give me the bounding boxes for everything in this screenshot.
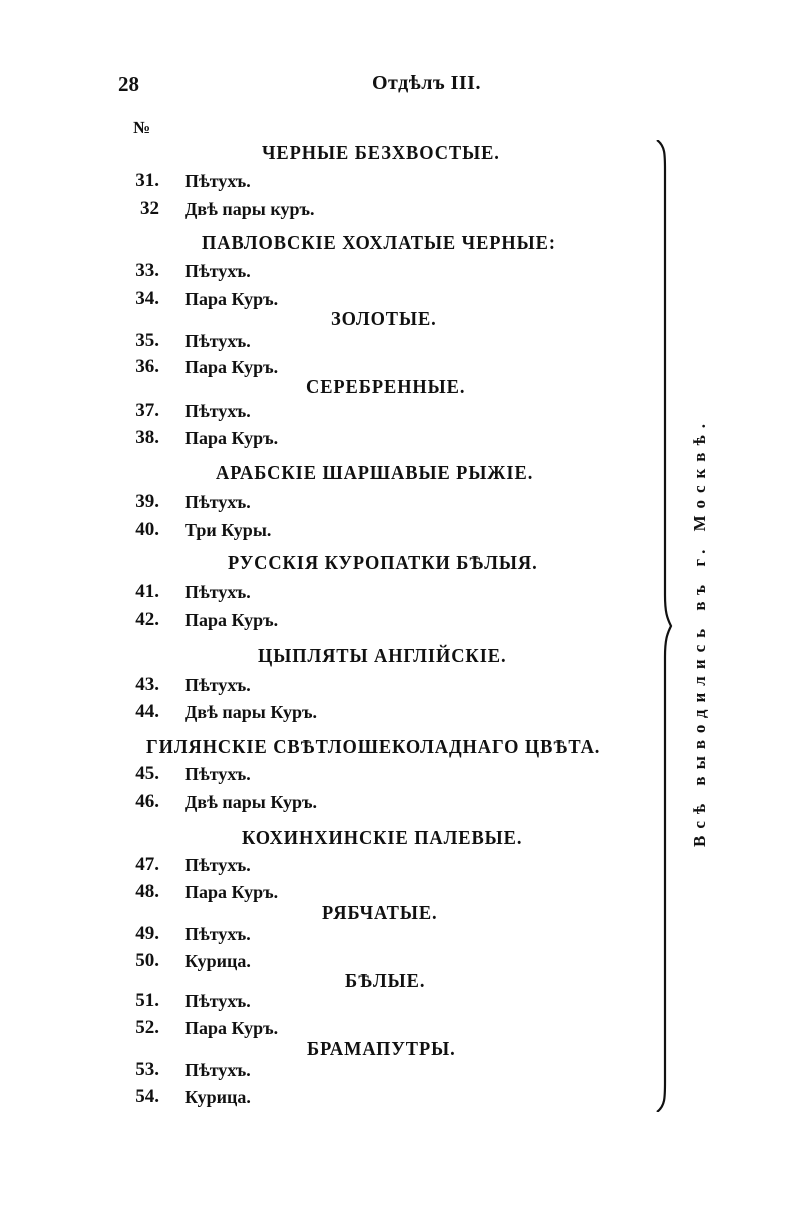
section-title-cochin-buff: КОХИНХИНСКІЕ ПАЛЕВЫЕ. xyxy=(242,827,523,849)
entry-number: 36. xyxy=(135,356,159,377)
entry-text: Двѣ пары Куръ. xyxy=(185,702,317,722)
entry-number: 37. xyxy=(135,400,159,421)
section-title-black-tailless: ЧЕРНЫЕ БЕЗХВОСТЫЕ. xyxy=(262,142,500,164)
entry-number: 38. xyxy=(135,427,159,448)
entry-number: 53. xyxy=(135,1059,159,1080)
entry-text: Пара Куръ. xyxy=(185,289,279,309)
section-title-white: БѢЛЫЕ. xyxy=(345,970,426,992)
entry-text: Двѣ пары куръ. xyxy=(185,199,315,219)
entry-number: 43. xyxy=(135,674,159,695)
page-number: 28 xyxy=(118,72,139,96)
entry-number: 41. xyxy=(135,581,159,602)
entry-text: Пѣтухъ. xyxy=(185,171,251,191)
section-title-gilan-light-chocolate: ГИЛЯНСКІЕ СВѢТЛОШЕКОЛАДНАГО ЦВѢТА. xyxy=(146,736,601,758)
entry-text: Пара Куръ. xyxy=(185,1018,279,1038)
entry-text: Пѣтухъ. xyxy=(185,675,251,695)
entry-text: Пѣтухъ. xyxy=(185,855,251,875)
entry-text: Пѣтухъ. xyxy=(185,492,251,512)
side-note-vertical: Всѣ выводились въ г. Москвѣ. xyxy=(690,417,709,847)
entry-text: Три Куры. xyxy=(185,520,272,540)
curly-brace xyxy=(653,140,673,1112)
entry-number: 32 xyxy=(140,198,159,219)
section-title-pavlovsk-crested: ПАВЛОВСКІЕ ХОХЛАТЫЕ ЧЕРНЫЕ: xyxy=(202,232,556,254)
entry-number: 48. xyxy=(135,881,159,902)
entry-text: Курица. xyxy=(185,1087,251,1107)
entry-text: Пара Куръ. xyxy=(185,882,279,902)
entry-number: 47. xyxy=(135,854,159,875)
entry-text: Курица. xyxy=(185,951,251,971)
entry-number: 50. xyxy=(135,950,159,971)
entry-text: Пѣтухъ. xyxy=(185,1060,251,1080)
entry-text: Пѣтухъ. xyxy=(185,924,251,944)
entry-number: 40. xyxy=(135,519,159,540)
entry-text: Пѣтухъ. xyxy=(185,582,251,602)
section-title-russian-partridge-white: РУССКІЯ КУРОПАТКИ БѢЛЫЯ. xyxy=(228,552,538,574)
page-header-title: Отдѣлъ III. xyxy=(372,72,481,94)
entry-text: Пѣтухъ. xyxy=(185,331,251,351)
entry-number: 45. xyxy=(135,763,159,784)
entry-text: Пѣтухъ. xyxy=(185,764,251,784)
entry-text: Пара Куръ. xyxy=(185,610,279,630)
entry-number: 31. xyxy=(135,170,159,191)
entry-number: 39. xyxy=(135,491,159,512)
section-title-speckled: РЯБЧАТЫЕ. xyxy=(322,902,438,924)
entry-text: Пѣтухъ. xyxy=(185,261,251,281)
entry-number: 46. xyxy=(135,791,159,812)
entry-text: Пара Куръ. xyxy=(185,428,279,448)
entry-number: 52. xyxy=(135,1017,159,1038)
entry-text: Пѣтухъ. xyxy=(185,401,251,421)
entry-text: Двѣ пары Куръ. xyxy=(185,792,317,812)
section-title-english-chicks: ЦЫПЛЯТЫ АНГЛІЙСКІЕ. xyxy=(258,645,507,667)
entry-number: 51. xyxy=(135,990,159,1011)
number-sign: № xyxy=(133,118,151,137)
entry-number: 35. xyxy=(135,330,159,351)
entry-number: 49. xyxy=(135,923,159,944)
section-title-arabian-shaggy-red: АРАБСКІЕ ШАРШАВЫЕ РЫЖІЕ. xyxy=(216,462,534,484)
section-title-silver: СЕРЕБРЕННЫЕ. xyxy=(306,376,466,398)
entry-number: 42. xyxy=(135,609,159,630)
entry-number: 34. xyxy=(135,288,159,309)
section-title-brahmaputra: БРАМАПУТРЫ. xyxy=(307,1038,456,1060)
entry-number: 44. xyxy=(135,701,159,722)
section-title-golden: ЗОЛОТЫЕ. xyxy=(331,308,437,330)
entry-text: Пѣтухъ. xyxy=(185,991,251,1011)
entry-text: Пара Куръ. xyxy=(185,357,279,377)
entry-number: 54. xyxy=(135,1086,159,1107)
entry-number: 33. xyxy=(135,260,159,281)
